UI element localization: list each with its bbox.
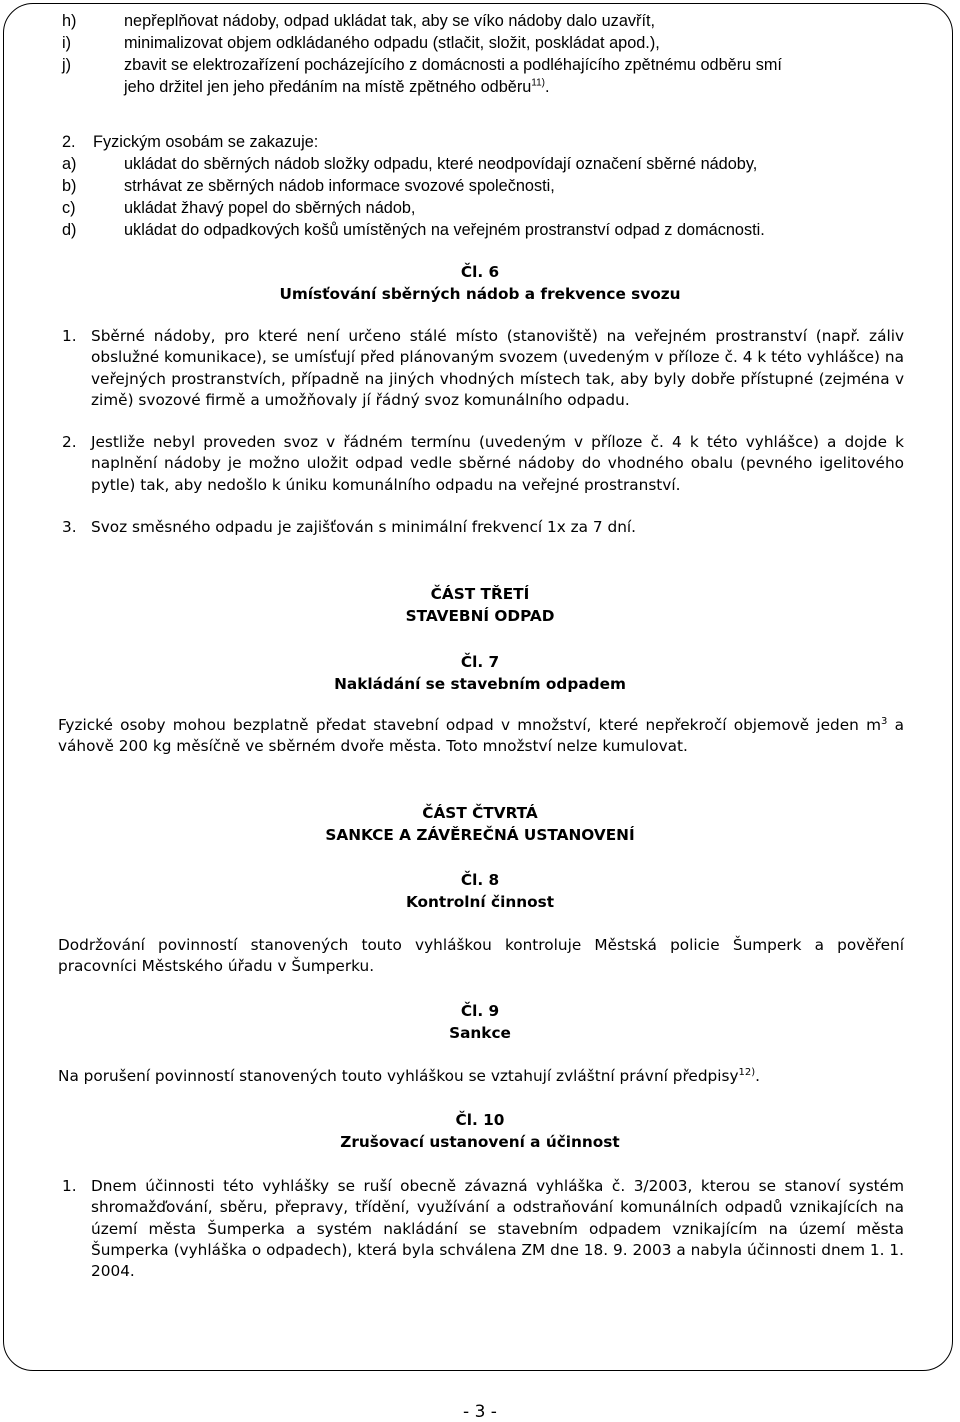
list-item-text: minimalizovat objem odkládaného odpadu (stlačit, složit, poskládat apod.), <box>124 34 660 52</box>
list-item-label: h) <box>62 12 77 30</box>
list-item-text: ukládat žhavý popel do sběrných nádob, <box>124 199 416 217</box>
part-3-subheading: STAVEBNÍ ODPAD <box>405 607 555 625</box>
list-item-text: jeho držitel jen jeho předáním na místě zpětného odběru <box>124 78 532 96</box>
list-item-label: a) <box>62 155 77 173</box>
paragraph-text: Dnem účinnosti této vyhlášky se ruší obecně závazná vyhláška č. 3/2003, kterou se stanoví systém shromažďování, sběru, přepravy, třídění, využívání a odstraňování komunálních odpadů vznikajících na území města Šumperka a systém nakládání se stavebním odpadem vznikajícím na území města Šumperka (vyhláška o odpadech), která byla schválena ZM dne 18. 9. 2003 a nabyla účinnosti dnem 1. 1. 2004. <box>91 1177 904 1281</box>
list-item-label: j) <box>62 56 72 74</box>
article-6-title: Umísťování sběrných nádob a frekvence svozu <box>279 285 681 303</box>
article-9-title: Sankce <box>449 1024 511 1042</box>
section-2-intro <box>62 131 922 153</box>
list-item-label: c) <box>62 199 76 217</box>
article-9-number: Čl. 9 <box>460 1002 500 1020</box>
paragraph-text: Sběrné nádoby, pro které není určeno stálé místo (stanoviště) na veřejném prostranství (např. záliv obslužné komunikace), se umísťují před plánovaným svozem (uvedeným v příloze č. 4 k této vyhlášce) na veřejných prostranstvích, případně na jiných vhodných místech tak, aby byly dobře přístupné (zejména v zimě) svozové firmě a umožňovaly jí řádný svoz komunálního odpadu. <box>91 327 904 409</box>
article-6-paragraph-1 <box>62 326 904 411</box>
section-intro-text: Fyzickým osobám se zakazuje: <box>93 133 319 151</box>
list-item <box>62 219 922 241</box>
article-7-number: Čl. 7 <box>460 653 500 671</box>
paragraph-text: a váhově 200 kg měsíčně ve sběrném dvoře města. Toto množství nelze kumulovat. <box>58 716 904 756</box>
article-7-title: Nakládání se stavebním odpadem <box>334 675 626 693</box>
article-6-paragraph-2 <box>62 432 904 496</box>
part-3-heading: ČÁST TŘETÍ <box>430 585 530 603</box>
list-continuation <box>62 10 922 98</box>
punctuation: . <box>545 78 550 96</box>
list-item-text: strhávat ze sběrných nádob informace svozové společnosti, <box>124 177 555 195</box>
list-item-text: ukládat do sběrných nádob složky odpadu, které neodpovídají označení sběrné nádoby, <box>124 155 758 173</box>
page-number: - 3 - <box>463 1402 497 1422</box>
paragraph-text: Svoz směsného odpadu je zajišťován s minimální frekvencí 1x za 7 dní. <box>91 518 637 536</box>
list-item-text: nepřeplňovat nádoby, odpad ukládat tak, aby se víko nádoby dalo uzavřít, <box>124 12 656 30</box>
list-item-text: ukládat do odpadkových košů umístěných na veřejném prostranství odpad z domácnosti. <box>124 221 765 239</box>
list-item-text: zbavit se elektrozařízení pocházejícího z domácnosti a podléhajícího zpětnému odběru smí <box>124 56 782 74</box>
article-10-paragraph-1 <box>62 1176 904 1282</box>
section-number: 2. <box>62 133 76 151</box>
list-item <box>62 10 922 32</box>
list-item-label: b) <box>62 177 77 195</box>
article-6-number: Čl. 6 <box>460 263 500 281</box>
section-2 <box>62 131 922 241</box>
paragraph-text: Fyzické osoby mohou bezplatně předat stavební odpad v množství, které nepřekročí objemově jeden m <box>58 716 881 734</box>
superscript: 3 <box>881 715 888 727</box>
list-item <box>62 153 922 175</box>
part-4-subheading: SANKCE A ZÁVĚREČNÁ USTANOVENÍ <box>325 826 635 844</box>
list-item-continuation <box>62 76 922 98</box>
paragraph-number: 2. <box>62 433 77 451</box>
list-item-label: i) <box>62 34 72 52</box>
article-6-paragraph-3 <box>62 517 904 538</box>
list-item-label: d) <box>62 221 77 239</box>
paragraph-number: 3. <box>62 518 77 536</box>
article-9-text <box>58 1066 904 1087</box>
list-item <box>62 197 922 219</box>
article-8-number: Čl. 8 <box>460 871 500 889</box>
article-8-title: Kontrolní činnost <box>405 893 555 911</box>
article-10-number: Čl. 10 <box>455 1111 505 1129</box>
list-item <box>62 175 922 197</box>
footnote-ref: 12) <box>738 1066 756 1078</box>
paragraph-text: Na porušení povinností stanovených touto vyhláškou se vztahují zvláštní právní předpisy <box>58 1067 739 1085</box>
part-4-heading: ČÁST ČTVRTÁ <box>422 804 538 822</box>
punctuation: . <box>755 1067 761 1085</box>
footnote-ref: 11) <box>531 77 546 89</box>
paragraph-text: Jestliže nebyl proveden svoz v řádném termínu (uvedeným v příloze č. 4 k této vyhlášce) a dojde k naplnění nádoby je možno uložit odpad vedle sběrné nádoby do vhodného obalu (pevného igelitového pytle) tak, aby nedošlo k úniku komunálního odpadu na veřejné prostranství. <box>91 433 904 494</box>
paragraph-number: 1. <box>62 1177 77 1195</box>
paragraph-number: 1. <box>62 327 77 345</box>
article-7-text <box>58 715 904 758</box>
list-item <box>62 32 922 54</box>
article-10-title: Zrušovací ustanovení a účinnost <box>340 1133 620 1151</box>
list-item <box>62 54 922 76</box>
article-8-text: Dodržování povinností stanovených touto vyhláškou kontroluje Městská policie Šumperk a pověření pracovníci Městského úřadu v Šumperku. <box>58 936 904 976</box>
